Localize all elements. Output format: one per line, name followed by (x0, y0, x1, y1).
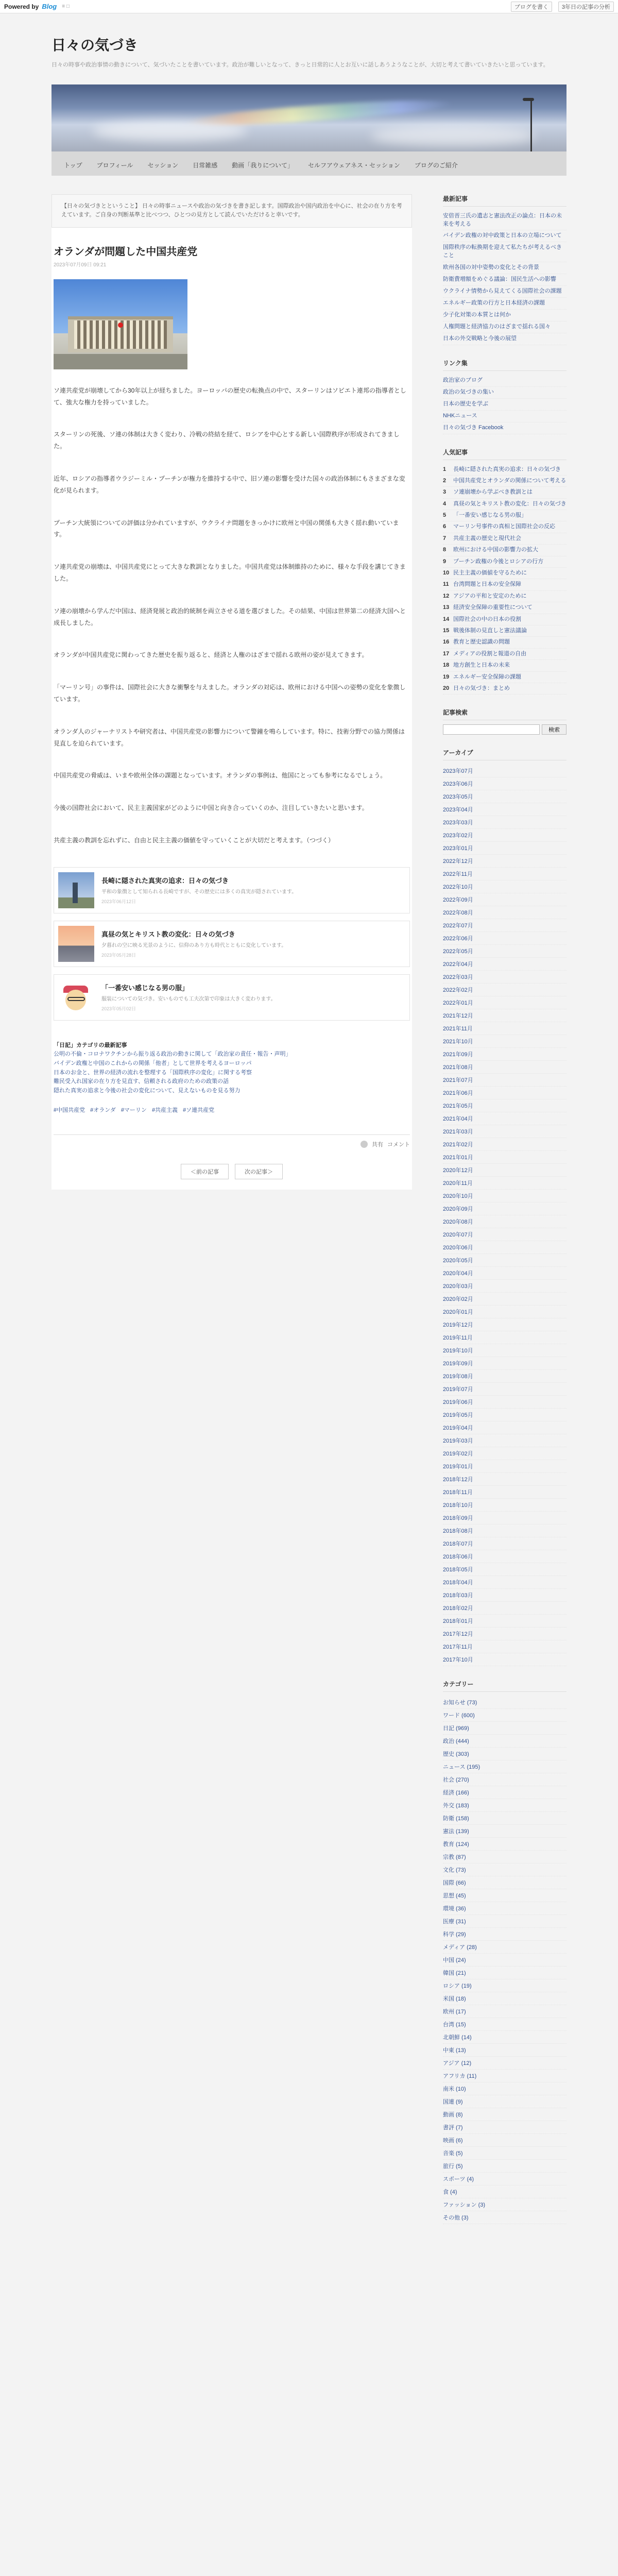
archive-link[interactable]: 2020年06月 (443, 1241, 566, 1254)
archive-link[interactable]: 2017年10月 (443, 1653, 566, 1666)
category-link[interactable]: 経済 (166) (443, 1786, 566, 1799)
category-link[interactable]: 台湾 (15) (443, 2018, 566, 2031)
related-date: 2023年06月12日 (101, 899, 136, 905)
ranking-number: 16 (443, 639, 450, 646)
archive-link[interactable]: 2020年03月 (443, 1280, 566, 1293)
ranking-title[interactable]: 日々の気づき：まとめ (453, 685, 510, 691)
ranking-title[interactable]: 欧州における中国の影響力の拡大 (453, 547, 538, 553)
archive-link[interactable]: 2020年02月 (443, 1293, 566, 1306)
tag-link[interactable]: #中国共産党 (54, 1107, 85, 1114)
service-logo[interactable] (4, 3, 70, 10)
article-date: 2023年07月09日 09:21 (54, 262, 107, 268)
ranking-number: 1 (443, 466, 447, 472)
archive-link[interactable]: 2018年08月 (443, 1524, 566, 1537)
tag-link[interactable]: #マーリン (121, 1107, 147, 1114)
comment-link[interactable]: コメント (387, 1142, 410, 1148)
category-link[interactable]: 旅行 (5) (443, 2160, 566, 2173)
article-paragraph: ソ連共産党が崩壊してから30年以上が経ちました。ヨーロッパの歴史の転換点の中で、スターリンはソビエト連邦の指導者として、強大な権力を持っていました。 (54, 386, 406, 406)
ranking-item[interactable] (443, 637, 566, 648)
ranking-item[interactable] (443, 614, 566, 625)
ranking-title[interactable]: ソ連崩壊から学ぶべき教訓とは (453, 489, 533, 496)
ranking-title[interactable]: 戦後体制の見直しと憲法議論 (453, 628, 527, 634)
related-title[interactable]: 「一番安い感じなる男の服」 (101, 984, 189, 992)
archive-link[interactable]: 2017年11月 (443, 1640, 566, 1653)
blog-title[interactable]: 日々の気づき (52, 37, 139, 54)
archive-link[interactable]: 2018年06月 (443, 1550, 566, 1563)
category-link[interactable]: その他 (3) (443, 2211, 566, 2224)
archive-link[interactable]: 2019年04月 (443, 1421, 566, 1434)
ranking-number: 14 (443, 616, 450, 622)
recent-article-link[interactable]: 日本の外交戦略と今後の展望 (443, 333, 566, 345)
archive-link[interactable]: 2022年05月 (443, 945, 566, 958)
archive-link[interactable]: 2018年02月 (443, 1602, 566, 1615)
category-link[interactable]: 医療 (31) (443, 1915, 566, 1928)
tag-link[interactable]: #ソ連共産党 (183, 1107, 215, 1114)
category-link[interactable]: ロシア (19) (443, 1979, 566, 1992)
article-paragraph: スターリンの死後、ソ連の体制は大きく変わり、冷戦の終結を経て、ロシアを中心とする新しい国際秩序が形成されてきました。 (54, 431, 400, 450)
ranking-item[interactable] (443, 521, 566, 533)
archive-link[interactable]: 2021年03月 (443, 1125, 566, 1138)
archive-link[interactable]: 2023年07月 (443, 765, 566, 777)
archive-link[interactable]: 2021年05月 (443, 1099, 566, 1112)
external-link[interactable]: NHKニュース (443, 411, 566, 422)
article-paragraph: 共産主義の教訓を忘れずに、自由と民主主義の価値を守っていくことが大切だと考えます。（つづく） (54, 836, 335, 844)
archive-link[interactable]: 2020年01月 (443, 1306, 566, 1318)
category-link[interactable]: 文化 (73) (443, 1863, 566, 1876)
archive-link[interactable]: 2020年08月 (443, 1215, 566, 1228)
ranking-number: 3 (443, 489, 447, 496)
category-link[interactable]: 外交 (183) (443, 1799, 566, 1812)
archive-link[interactable]: 2021年09月 (443, 1048, 566, 1061)
nav-session[interactable]: セッション (147, 161, 179, 169)
archive-link[interactable]: 2019年02月 (443, 1447, 566, 1460)
article-paragraph: ソ連共産党の崩壊は、中国共産党にとって大きな教訓となりました。中国共産党は体制維持のために、様々な手段を講じてきました。 (54, 563, 406, 582)
ranking-number: 13 (443, 604, 450, 611)
links-module (443, 359, 566, 434)
module-title: アーカイブ (443, 748, 566, 760)
archive-link[interactable]: 2023年01月 (443, 842, 566, 855)
category-link[interactable]: 思想 (45) (443, 1889, 566, 1902)
category-link[interactable]: アフリカ (11) (443, 2070, 566, 2082)
nav-self-awareness[interactable]: セルフアウェアネス・セッション (308, 161, 400, 169)
category-link[interactable]: 映画 (6) (443, 2134, 566, 2147)
category-link[interactable]: 教育 (124) (443, 1838, 566, 1851)
archive-link[interactable]: 2020年11月 (443, 1177, 566, 1190)
module-title: リンク集 (443, 359, 566, 371)
ranking-title[interactable]: 民主主義の価値を守るために (453, 570, 527, 577)
article-paragraph: ソ連の崩壊から学んだ中国は、経済発展と政治的統制を両立させる道を選びました。その結果、中国は世界第二の経済大国へと成長しました。 (54, 607, 406, 626)
category-link[interactable]: 日記 (969) (443, 1722, 566, 1735)
archive-module (443, 748, 566, 1666)
archive-link[interactable]: 2021年11月 (443, 1022, 566, 1035)
ranking-item[interactable] (443, 487, 566, 498)
category-link[interactable]: 欧州 (17) (443, 2005, 566, 2018)
recent-article-link[interactable]: 欧州各国の対中姿勢の変化とその背景 (443, 262, 566, 274)
article-paragraph: 近年、ロシアの指導者ウラジーミル・プーチンが権力を維持する中で、旧ソ連の影響を受けた国々の政治体制にもさまざまな変化が見られます。 (54, 474, 405, 494)
archive-link[interactable]: 2018年04月 (443, 1576, 566, 1589)
archive-link[interactable]: 2021年01月 (443, 1151, 566, 1164)
ranking-item[interactable] (443, 545, 566, 556)
ranking-item[interactable] (443, 672, 566, 683)
category-latest-link[interactable]: バイデン政権と中国のこれからの関係「他者」として世界を考えるヨーロッパ (54, 1060, 252, 1066)
share-icon[interactable] (360, 1141, 368, 1148)
ranking-title[interactable]: 真昼の気とキリスト教の変化：日々の気づき (453, 500, 566, 507)
menu-icon[interactable]: ≡ □ (62, 4, 70, 9)
share-bar (54, 1134, 410, 1148)
external-link[interactable]: 政治家のブログ (443, 375, 566, 387)
ranking-item[interactable] (443, 499, 566, 510)
ranking-number: 11 (443, 581, 449, 588)
category-latest-link[interactable]: 隠れた真実の追求と今後の社会の変化について、見えないものを見る努力 (54, 1087, 241, 1094)
nav-daily[interactable]: 日常雑感 (193, 161, 218, 169)
brand-text: Powered by (4, 3, 39, 10)
ranking-title[interactable]: アジアの平和と安定のために (453, 592, 527, 599)
external-link[interactable]: 日本の歴史を学ぶ (443, 399, 566, 411)
archive-link[interactable]: 2020年05月 (443, 1254, 566, 1267)
archive-link[interactable]: 2021年10月 (443, 1035, 566, 1048)
ranking-number: 15 (443, 628, 450, 634)
archive-link[interactable]: 2021年07月 (443, 1074, 566, 1087)
ranking-number: 8 (443, 547, 447, 553)
related-thumbnail (58, 926, 94, 962)
module-title: カテゴリー (443, 1680, 566, 1692)
nav-blog-intro[interactable]: ブログのご紹介 (414, 161, 458, 169)
archive-link[interactable]: 2017年12月 (443, 1628, 566, 1640)
archive-link[interactable]: 2018年03月 (443, 1589, 566, 1602)
category-link[interactable]: 歴史 (303) (443, 1748, 566, 1760)
archive-link[interactable]: 2019年11月 (443, 1331, 566, 1344)
ranking-number: 5 (443, 512, 447, 519)
article-paragraph: プーチン大統領についての評価は分かれていますが、ウクライナ問題をきっかけに欧州と中国の関係も大きく揺れ動いています。 (54, 519, 399, 538)
archive-link[interactable]: 2019年07月 (443, 1383, 566, 1396)
ranking-number: 17 (443, 650, 450, 657)
ranking-number: 18 (443, 662, 450, 669)
tag-link[interactable]: #共産主義 (151, 1107, 178, 1114)
category-link[interactable]: ファッション (3) (443, 2198, 566, 2211)
ranking-title[interactable]: プーチン政権の今後とロシアの行方 (453, 558, 544, 565)
module-title: 最新記事 (443, 194, 566, 207)
nav-top[interactable]: トップ (64, 161, 82, 169)
ranking-item[interactable] (443, 476, 566, 487)
related-title[interactable]: 長崎に隠された真実の追求：日々の気づき (101, 877, 229, 885)
recent-article-link[interactable]: 国際秩序の転換期を迎えて私たちが考えるべきこと (443, 242, 566, 262)
module-title: 記事検索 (443, 708, 566, 720)
sidebar (443, 194, 566, 2238)
archive-link[interactable]: 2022年02月 (443, 984, 566, 996)
category-link[interactable]: 動画 (8) (443, 2108, 566, 2121)
archive-link[interactable]: 2022年07月 (443, 919, 566, 932)
global-nav (52, 151, 566, 176)
category-module (443, 1680, 566, 2224)
ranking-number: 9 (443, 558, 447, 565)
archive-link[interactable]: 2021年04月 (443, 1112, 566, 1125)
category-link[interactable]: 環境 (36) (443, 1902, 566, 1915)
recent-article-link[interactable]: 人権問題と経済協力のはざまで揺れる国々 (443, 321, 566, 333)
category-link[interactable]: 政治 (444) (443, 1735, 566, 1748)
archive-link[interactable]: 2023年02月 (443, 829, 566, 842)
share-link[interactable]: 共有 (372, 1142, 383, 1148)
recent-article-link[interactable]: 少子化対策の本質とは何か (443, 310, 566, 321)
related-date: 2023年05月02日 (101, 1006, 136, 1012)
category-link[interactable]: 国際 (66) (443, 1876, 566, 1889)
prev-article-button[interactable]: ＜前の記事 (181, 1164, 229, 1179)
ranking-item[interactable] (443, 556, 566, 568)
category-link[interactable]: 書評 (7) (443, 2121, 566, 2134)
category-link[interactable]: お知らせ (73) (443, 1696, 566, 1709)
recent-article-link[interactable]: エネルギー政策の行方と日本経済の課題 (443, 298, 566, 310)
article-paragraph: 「マーリン号」の事件は、国際社会に大きな衝撃を与えました。オランダの対応は、欧州における中国への姿勢の変化を象徴しています。 (54, 684, 406, 703)
ranking-item[interactable] (443, 591, 566, 602)
category-latest (54, 1041, 410, 1096)
category-link[interactable]: 米国 (18) (443, 1992, 566, 2005)
related-card[interactable] (54, 921, 410, 967)
tag-list (54, 1106, 410, 1114)
external-link[interactable]: 政治の気づきの集い (443, 387, 566, 399)
ranking-title[interactable]: 台湾問題と日本の安全保障 (453, 581, 521, 588)
ranking-number: 19 (443, 673, 450, 680)
category-link[interactable]: スポーツ (4) (443, 2173, 566, 2185)
ranking-title[interactable]: マーリン号事件の真相と国際社会の反応 (453, 523, 555, 530)
category-latest-link[interactable]: 難民受入れ国家の在り方を見直す、信頼される政府のための政策の話 (54, 1078, 229, 1085)
ranking-number: 4 (443, 500, 447, 507)
ranking-title[interactable]: 中国共産党とオランダの関係について考える (453, 477, 566, 484)
top-bar (0, 0, 618, 13)
ranking-number: 6 (443, 523, 447, 530)
ranking-number: 10 (443, 570, 450, 577)
category-link[interactable]: ワード (600) (443, 1709, 566, 1722)
brand-blog-text: Blog (42, 3, 57, 10)
ranking-title[interactable]: 共産主義の歴史と現代社会 (453, 535, 521, 541)
category-link[interactable]: ニュース (195) (443, 1760, 566, 1773)
category-latest-link[interactable]: 日本のお金と、世界の経済の流れを整理する「国際秩序の変化」に関する考察 (54, 1069, 252, 1076)
category-link[interactable]: 食 (4) (443, 2185, 566, 2198)
ranking-module (443, 448, 566, 695)
blog-description: 日々の時事や政治事情の動きについて、気づいたことを書いています。政治が難しいとなって、きっと日常的に人とお互いに話しあうようなことが、大切と考えて書いていきたいと思っています。 (52, 62, 549, 68)
ranking-title[interactable]: エネルギー安全保障の課題 (453, 673, 521, 680)
category-latest-heading: 「日記」カテゴリの最新記事 (54, 1042, 127, 1048)
related-title[interactable]: 真昼の気とキリスト教の変化：日々の気づき (101, 930, 235, 939)
related-date: 2023年05月28日 (101, 953, 136, 958)
archive-link[interactable]: 2018年11月 (443, 1486, 566, 1499)
nav-profile[interactable]: プロフィール (96, 161, 133, 169)
external-link[interactable]: 日々の気づき Facebook (443, 422, 566, 434)
related-card[interactable] (54, 974, 410, 1021)
archive-link[interactable]: 2018年10月 (443, 1499, 566, 1512)
archive-link[interactable]: 2022年03月 (443, 971, 566, 984)
archive-link[interactable]: 2019年03月 (443, 1434, 566, 1447)
archive-link[interactable]: 2018年05月 (443, 1563, 566, 1576)
ranking-item[interactable] (443, 510, 566, 521)
blog-header (52, 13, 566, 70)
intro-box: 【日々の気づきとということ】 日々の時事ニュースや政治の気づきを書き記します。国際政治や国内政治を中心に、社会の在り方を考えています。ご自身の判断基準と比べつつ、ひとつの見方として読んでいただけると幸いです。 (52, 194, 412, 228)
recent-article-link[interactable]: 安倍晋三氏の遺志と憲法改正の論点：日本の未来を考える (443, 211, 566, 231)
recent-articles-module (443, 194, 566, 345)
archive-link[interactable]: 2022年11月 (443, 868, 566, 880)
category-link[interactable]: 音楽 (5) (443, 2147, 566, 2160)
ranking-title[interactable]: 長崎に隠された真実の追求：日々の気づき (453, 466, 561, 472)
archive-link[interactable]: 2019年12月 (443, 1318, 566, 1331)
archive-link[interactable]: 2019年01月 (443, 1460, 566, 1473)
archive-link[interactable]: 2020年09月 (443, 1202, 566, 1215)
tag-link[interactable]: #オランダ (90, 1107, 116, 1114)
archive-link[interactable]: 2019年08月 (443, 1370, 566, 1383)
archive-link[interactable]: 2023年05月 (443, 790, 566, 803)
archive-link[interactable]: 2022年08月 (443, 906, 566, 919)
category-link[interactable]: メディア (28) (443, 1941, 566, 1954)
recent-article-link[interactable]: 防衛費増額をめぐる議論：国民生活への影響 (443, 274, 566, 286)
ranking-item[interactable] (443, 464, 566, 476)
archive-link[interactable]: 2021年12月 (443, 1009, 566, 1022)
archive-link[interactable]: 2019年10月 (443, 1344, 566, 1357)
article-paragraph: オランダ人のジャーナリストや研究者は、中国共産党の影響力について警鐘を鳴らしています。特に、技術分野での協力関係は見直しを迫られています。 (54, 727, 405, 747)
category-link[interactable]: 韓国 (21) (443, 1967, 566, 1979)
ranking-title[interactable]: メディアの役割と報道の自由 (453, 650, 527, 657)
search-module (443, 708, 566, 735)
archive-link[interactable]: 2021年08月 (443, 1061, 566, 1074)
ranking-item[interactable] (443, 533, 566, 545)
ranking-number: 2 (443, 477, 447, 484)
archive-link[interactable]: 2023年03月 (443, 816, 566, 829)
archive-link[interactable]: 2019年06月 (443, 1396, 566, 1409)
archive-link[interactable]: 2018年09月 (443, 1512, 566, 1524)
pager (54, 1164, 410, 1179)
archive-link[interactable]: 2022年09月 (443, 893, 566, 906)
category-link[interactable]: 中東 (13) (443, 2044, 566, 2057)
archive-link[interactable]: 2019年05月 (443, 1409, 566, 1421)
archive-link[interactable]: 2022年12月 (443, 855, 566, 868)
ranking-item[interactable] (443, 602, 566, 614)
related-excerpt: 平和の象徴として知られる長崎ですが、その歴史には多くの真実が隠されています。 (101, 889, 297, 895)
archive-link[interactable]: 2021年02月 (443, 1138, 566, 1151)
category-latest-link[interactable]: 公明の不倫・コロナワクチンから振り返る政治の動きに関して「政治家の責任・報告・声明」 (54, 1051, 291, 1058)
write-blog-button[interactable]: ブログを書く (511, 2, 552, 12)
article-paragraph: オランダが中国共産党に関わってきた歴史を振り返ると、経済と人権のはざまで揺れる欧州の姿が見えてきます。 (54, 651, 368, 659)
ranking-title[interactable]: 国際社会の中の日本の役割 (453, 616, 521, 622)
archive-link[interactable]: 2018年12月 (443, 1473, 566, 1486)
category-link[interactable]: 南米 (10) (443, 2082, 566, 2095)
archive-link[interactable]: 2019年09月 (443, 1357, 566, 1370)
archive-link[interactable]: 2020年10月 (443, 1190, 566, 1202)
ranking-number: 12 (443, 592, 450, 599)
category-link[interactable]: 科学 (29) (443, 1928, 566, 1941)
related-card[interactable] (54, 867, 410, 913)
category-link[interactable]: 国連 (9) (443, 2095, 566, 2108)
archive-link[interactable]: 2018年01月 (443, 1615, 566, 1628)
article (52, 228, 412, 1190)
ranking-item[interactable] (443, 568, 566, 579)
recent-article-link[interactable]: バイデン政権の対中政策と日本の立場について (443, 230, 566, 242)
category-link[interactable]: 社会 (270) (443, 1773, 566, 1786)
category-link[interactable]: 北朝鮮 (14) (443, 2031, 566, 2044)
ranking-item[interactable] (443, 683, 566, 694)
next-article-button[interactable]: 次の記事＞ (235, 1164, 283, 1179)
archive-link[interactable]: 2022年06月 (443, 932, 566, 945)
ranking-item[interactable] (443, 579, 566, 590)
category-link[interactable]: 中国 (24) (443, 1954, 566, 1967)
category-link[interactable]: 防衛 (158) (443, 1812, 566, 1825)
related-excerpt: 服装についての気づき。安いものでも工夫次第で印象は大きく変わります。 (101, 996, 276, 1003)
archive-link[interactable]: 2018年07月 (443, 1537, 566, 1550)
ranking-item[interactable] (443, 649, 566, 660)
related-excerpt: 夕暮れの空に映る光景のように、信仰のあり方も時代とともに変化しています。 (101, 943, 287, 949)
nav-video[interactable]: 動画「我りについて」 (232, 161, 294, 169)
header-banner-image (52, 84, 566, 151)
archive-link[interactable]: 2022年10月 (443, 880, 566, 893)
related-articles (54, 867, 410, 1021)
category-link[interactable]: 宗教 (87) (443, 1851, 566, 1863)
search-button[interactable]: 検索 (542, 724, 566, 735)
article-title[interactable]: オランダが問題した中国共産党 (54, 246, 198, 258)
archive-link[interactable]: 2021年06月 (443, 1087, 566, 1099)
recent-article-link[interactable]: ウクライナ情勢から見えてくる国際社会の課題 (443, 286, 566, 298)
ranking-item[interactable] (443, 660, 566, 671)
ranking-number: 20 (443, 685, 450, 691)
ranking-title[interactable]: 地方創生と日本の未来 (453, 662, 510, 669)
archive-link[interactable]: 2023年04月 (443, 803, 566, 816)
category-link[interactable]: 憲法 (139) (443, 1825, 566, 1838)
ranking-title[interactable]: 教育と歴史認識の問題 (453, 639, 510, 646)
category-link[interactable]: アジア (12) (443, 2057, 566, 2070)
related-thumbnail (58, 872, 94, 908)
related-thumbnail (58, 979, 94, 1015)
module-title: 人気記事 (443, 448, 566, 460)
stats-button[interactable]: 3年日の記事の分析 (558, 2, 614, 12)
ranking-number: 7 (443, 535, 447, 541)
archive-link[interactable]: 2020年07月 (443, 1228, 566, 1241)
ranking-title[interactable]: 経済安全保障の重要性について (453, 604, 533, 611)
archive-link[interactable]: 2020年04月 (443, 1267, 566, 1280)
article-paragraph: 中国共産党の脅威は、いまや欧州全体の課題となっています。オランダの事例は、他国にとっても参考になるでしょう。 (54, 772, 387, 779)
search-input[interactable] (443, 724, 540, 735)
article-image[interactable] (54, 279, 187, 369)
archive-link[interactable]: 2022年01月 (443, 996, 566, 1009)
article-paragraph: 今後の国際社会において、民主主義国家がどのように中国と向き合っていくのか、注目していきたいと思います。 (54, 804, 368, 812)
main-column (52, 194, 412, 2238)
archive-link[interactable]: 2020年12月 (443, 1164, 566, 1177)
archive-link[interactable]: 2023年06月 (443, 777, 566, 790)
archive-link[interactable]: 2022年04月 (443, 958, 566, 971)
ranking-item[interactable] (443, 625, 566, 637)
ranking-title[interactable]: 「一番安い感じなる男の服」 (453, 512, 527, 519)
